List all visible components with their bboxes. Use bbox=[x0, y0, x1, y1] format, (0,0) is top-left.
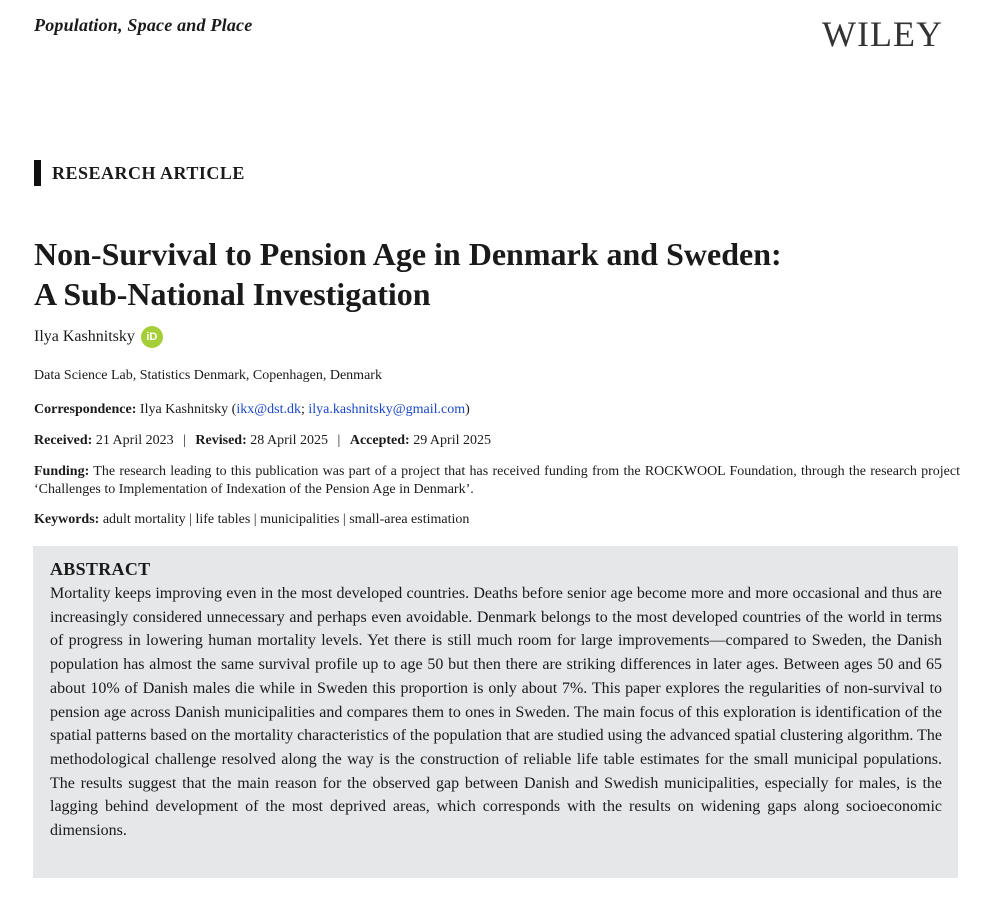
keyword-item[interactable]: adult mortality bbox=[102, 512, 186, 527]
funding-text: The research leading to this publication was part of a project that has received funding from the ROCKWOOL Foundation, through the research project ‘Challenges to Implementation of Indexation of the Pension Age in Denmark’. bbox=[34, 464, 961, 497]
keyword-separator: | bbox=[189, 512, 192, 527]
email-link-primary[interactable]: ikx@dst.dk bbox=[236, 402, 301, 417]
dates-separator: | bbox=[337, 433, 341, 448]
revised-date: 28 April 2025 bbox=[250, 433, 329, 448]
correspondence-line: Correspondence: Ilya Kashnitsky (ikx@dst.dk; ilya.kashnitsky@gmail.com) bbox=[34, 402, 470, 417]
revised-label: Revised: bbox=[195, 433, 247, 448]
abstract-heading: ABSTRACT bbox=[50, 559, 151, 579]
email-link-secondary[interactable]: ilya.kashnitsky@gmail.com bbox=[308, 402, 466, 417]
article-title bbox=[34, 234, 964, 314]
abstract-box bbox=[33, 546, 958, 878]
article-type-label: RESEARCH ARTICLE bbox=[34, 160, 245, 186]
author-name[interactable]: Ilya Kashnitsky bbox=[34, 328, 135, 345]
funding-label: Funding: bbox=[34, 464, 90, 479]
journal-name: Population, Space and Place bbox=[34, 15, 253, 35]
accepted-date: 29 April 2025 bbox=[413, 433, 491, 448]
keywords-line bbox=[34, 511, 469, 529]
author-line bbox=[34, 326, 163, 348]
keyword-item[interactable]: small-area estimation bbox=[349, 512, 470, 527]
keyword-item[interactable]: municipalities bbox=[260, 512, 340, 527]
keyword-separator: | bbox=[342, 512, 346, 527]
received-label: Received: bbox=[34, 433, 93, 448]
affiliation: Data Science Lab, Statistics Denmark, Copenhagen, Denmark bbox=[34, 368, 382, 383]
funding-statement bbox=[34, 463, 960, 499]
dates-line bbox=[34, 432, 491, 450]
publisher-logo[interactable]: WILEY bbox=[822, 14, 943, 54]
keyword-item[interactable]: life tables bbox=[195, 512, 251, 527]
abstract-text: Mortality keeps improving even in the most developed countries. Deaths before senior age become more and more occasional and thus are increasingly considered unnecessary and perhaps even avoidable. Denmark belongs to the most developed countries of the world in terms of progress in lowering human mortality levels. Yet there is still much room for large improvements—compared to Sweden, the Danish population has almost the same survival profile up to age 50 but then there are striking differences in later ages. Between ages 50 and 65 about 10% of Danish males die while in Sweden this proportion is only about 7%. This paper explores the regularities of non-survival to pension age across Danish municipalities and compares them to ones in Sweden. The main focus of this exploration is identification of the spatial patterns based on the mortality characteristics of the population that are studied using the advanced spatial clustering algorithm. The methodological challenge resolved along the way is the construction of reliable life table estimates for the small municipal populations. The results suggest that the main reason for the observed gap between Danish and Swedish municipalities, especially for males, is the lagging behind development of the most deprived areas, which corresponds with the results on widening gaps along socioeconomic dimensions. bbox=[50, 585, 942, 840]
keywords-label: Keywords: bbox=[34, 512, 100, 527]
correspondence-name: Ilya Kashnitsky bbox=[139, 402, 229, 417]
received-date: 21 April 2023 bbox=[95, 433, 174, 448]
title-line-2: A Sub-National Investigation bbox=[34, 276, 431, 312]
orcid-icon[interactable]: iD bbox=[141, 326, 163, 348]
correspondence-label: Correspondence: bbox=[34, 402, 137, 417]
dates-separator: | bbox=[183, 433, 186, 448]
accepted-label: Accepted: bbox=[349, 433, 410, 448]
keyword-separator: | bbox=[253, 512, 257, 527]
title-line-1: Non-Survival to Pension Age in Denmark and Sweden: bbox=[34, 236, 782, 272]
